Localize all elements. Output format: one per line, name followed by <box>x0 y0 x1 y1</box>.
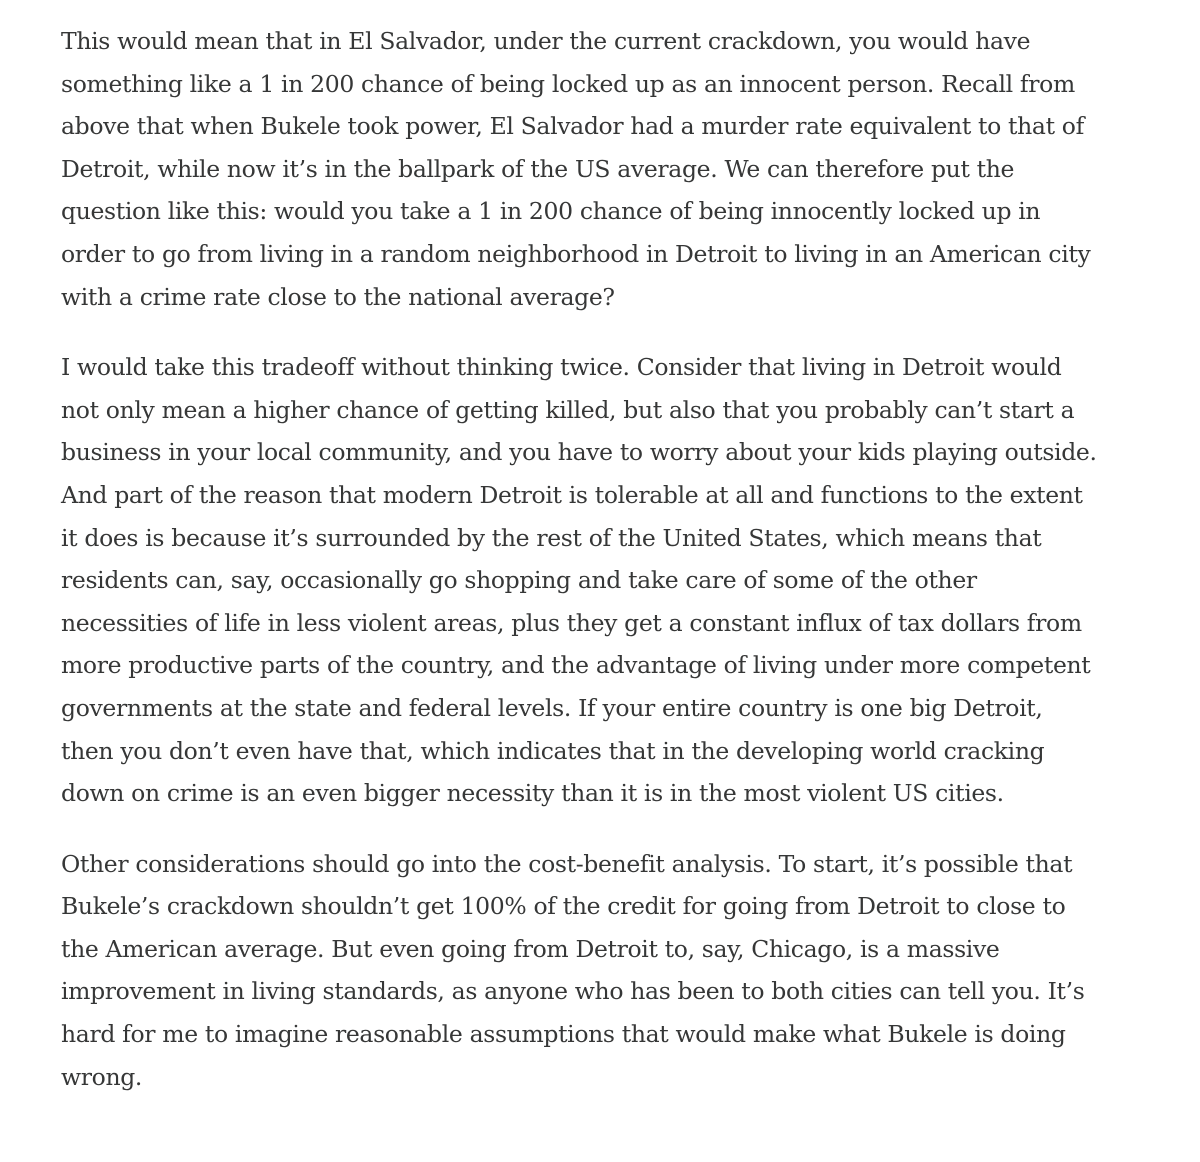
paragraph-2: I would take this tradeoff without thinking twice. Consider that living in Detroit would not only mean a higher chance of getting killed, but also that you probably can’t start a business in your local community, and you have to worry about your kids playing outside. And part of the reason that modern Detroit is tolerable at all and functions to the extent it does is because it’s surrounded by the rest of the United States, which means that residents can, say, occasionally go shopping and take care of some of the other necessities of life in less violent areas, plus they get a constant influx of tax dollars from more productive parts of the country, and the advantage of living under more competent governments at the state and federal levels. If your entire country is one big Detroit, then you don’t even have that, which indicates that in the developing world cracking down on crime is an even bigger necessity than it is in the most violent US cities. <box>61 353 1097 808</box>
article-body <box>61 20 1101 1098</box>
paragraph-3: Other considerations should go into the cost-benefit analysis. To start, it’s possible that Bukele’s crackdown shouldn’t get 100% of the credit for going from Detroit to close to the American average. But even going from Detroit to, say, Chicago, is a massive improvement in living standards, as anyone who has been to both cities can tell you. It’s hard for me to imagine reasonable assumptions that would make what Bukele is doing wrong. <box>61 849 1085 1091</box>
paragraph-1: This would mean that in El Salvador, under the current crackdown, you would have something like a 1 in 200 chance of being locked up as an innocent person. Recall from above that when Bukele took power, El Salvador had a murder rate equivalent to that of Detroit, while now it’s in the ballpark of the US average. We can therefore put the question like this: would you take a 1 in 200 chance of being innocently locked up in order to go from living in a random neighborhood in Detroit to living in an American city with a crime rate close to the national average? <box>61 27 1091 311</box>
